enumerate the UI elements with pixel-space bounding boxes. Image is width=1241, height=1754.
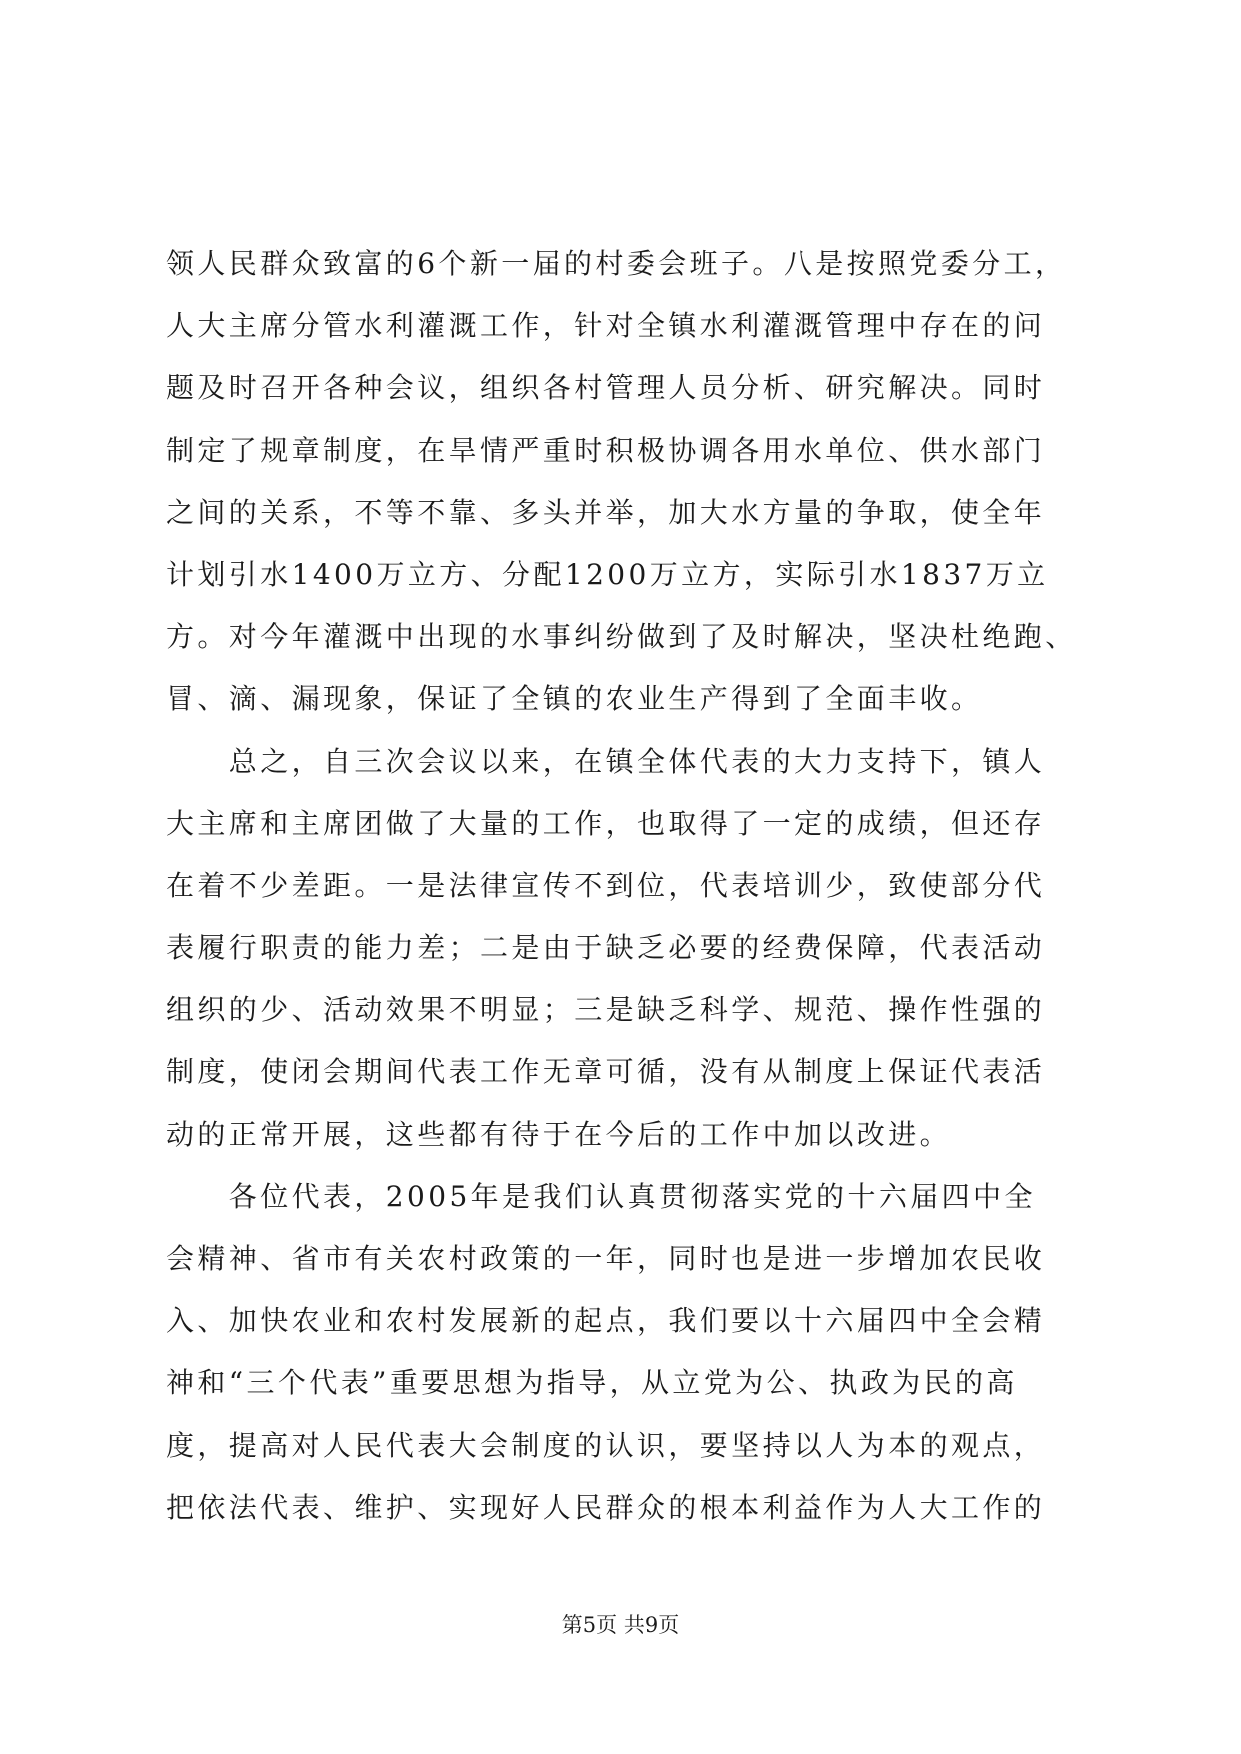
text-line: 度，提高对人民代表大会制度的认识，要坚持以人为本的观点， — [166, 1428, 1046, 1462]
text-line: 领人民群众致富的6个新一届的村委会班子。八是按照党委分工， — [166, 247, 1067, 280]
text-line: 冒、滴、漏现象，保证了全镇的农业生产得到了全面丰收。 — [166, 682, 983, 716]
text-line: 人大主席分管水利灌溉工作，针对全镇水利灌溉管理中存在的问 — [166, 309, 1046, 343]
text-line: 计划引水1400万立方、分配1200万立方，实际引水1837万立 — [166, 557, 1049, 591]
page-footer — [0, 1610, 1241, 1640]
text-line: 入、加快农业和农村发展新的起点，我们要以十六届四中全会精 — [166, 1304, 1046, 1338]
text-line: 会精神、省市有关农村政策的一年，同时也是进一步增加农民收 — [166, 1242, 1046, 1275]
paragraph-start-line: 总之，自三次会议以来，在镇全体代表的大力支持下，镇人 — [166, 744, 1046, 778]
text-line: 制度，使闭会期间代表工作无章可循，没有从制度上保证代表活 — [166, 1055, 1046, 1089]
document-body — [166, 233, 1096, 1539]
text-line: 制定了规章制度，在旱情严重时积极协调各用水单位、供水部门 — [166, 433, 1046, 467]
text-line: 在着不少差距。一是法律宣传不到位，代表培训少，致使部分代 — [166, 868, 1046, 902]
text-line: 组织的少、活动效果不明显；三是缺乏科学、规范、操作性强的 — [166, 993, 1046, 1027]
text-line: 表履行职责的能力差；二是由于缺乏必要的经费保障，代表活动 — [166, 931, 1046, 965]
text-line: 之间的关系，不等不靠、多头并举，加大水方量的争取，使全年 — [166, 495, 1046, 529]
text-line: 题及时召开各种会议，组织各村管理人员分析、研究解决。同时 — [166, 371, 1046, 405]
text-line: 方。对今年灌溉中出现的水事纠纷做到了及时解决，坚决杜绝跑、 — [166, 620, 1077, 654]
text-line: 把依法代表、维护、实现好人民群众的根本利益作为人大工作的 — [166, 1490, 1046, 1524]
text-line: 动的正常开展，这些都有待于在今后的工作中加以改进。 — [166, 1117, 952, 1151]
page-number-label: 第5页 共9页 — [561, 1613, 680, 1637]
text-line: 大主席和主席团做了大量的工作，也取得了一定的成绩，但还存 — [166, 806, 1046, 840]
text-line: 神和“三个代表”重要思想为指导，从立党为公、执政为民的高 — [166, 1366, 1018, 1400]
paragraph-start-line: 各位代表，2005年是我们认真贯彻落实党的十六届四中全 — [166, 1179, 1036, 1213]
